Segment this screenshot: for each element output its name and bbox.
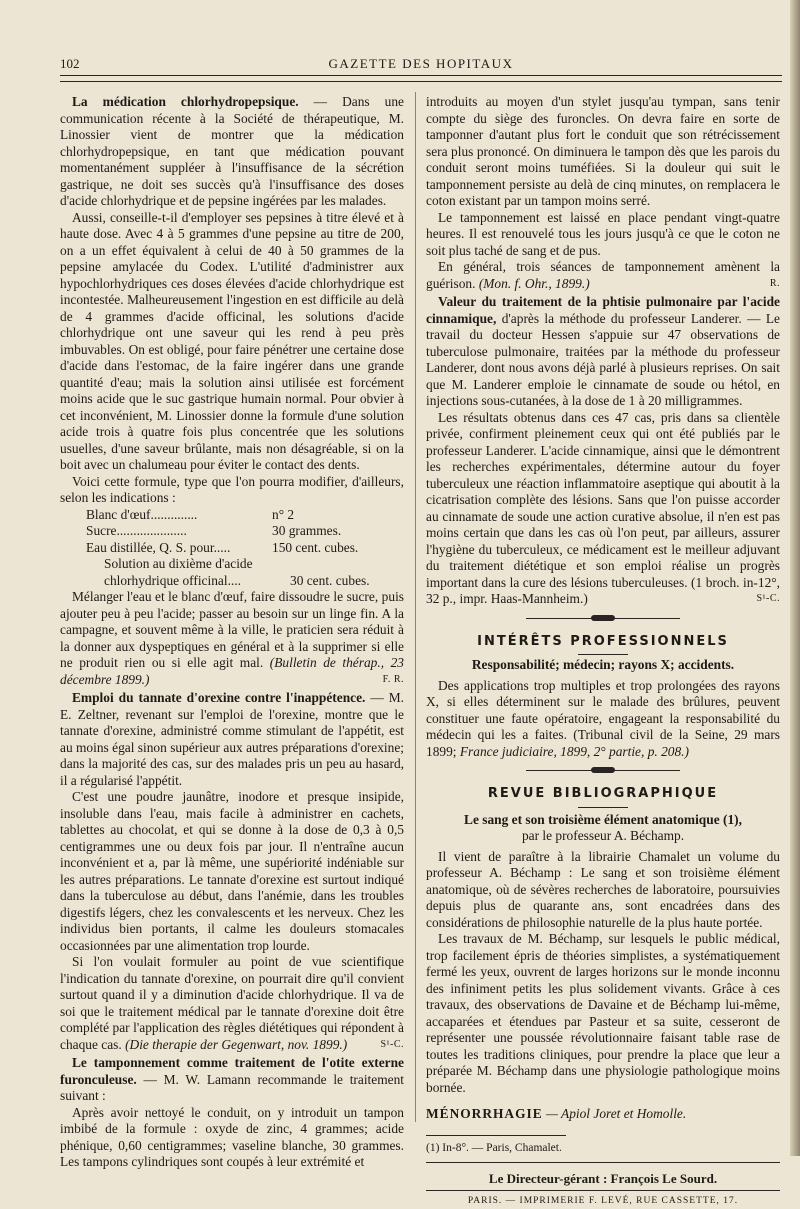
advertisement-text: — Apiol Joret et Homolle. xyxy=(543,1106,687,1121)
formula-label: Sucre..................... xyxy=(86,523,272,540)
citation: (Die therapie der Gegenwart, nov. 1899.) xyxy=(125,1037,347,1052)
book-author: par le professeur A. Béchamp. xyxy=(426,828,780,845)
formula-label: Solution au dixième d'acide xyxy=(86,556,290,573)
ornament-dot xyxy=(591,615,615,621)
journal-title: GAZETTE DES HOPITAUX xyxy=(60,56,782,72)
article-title: Emploi du tannate d'orexine contre l'inappétence. xyxy=(72,690,365,705)
advertisement-keyword: MÉNORRHAGIE xyxy=(426,1106,543,1121)
paragraph: — M. E. Zeltner, revenant sur l'emploi de l'orexine, montre que le tannate d'orexine, administré comme stimulant de l'appétit, est au moins égal sinon supérieur aux autres préparations d'orexine; dans la majorité des cas, sur des malades pris un peu au hasard, il a régularisé l'appétit. xyxy=(60,690,404,788)
paragraph-text: En général, trois séances de tamponnement amènent la guérison. xyxy=(426,259,780,291)
article-title: Le tamponnement comme traitement de l'otite externe furonculeuse. xyxy=(60,1055,404,1087)
formula-label: Blanc d'œuf.............. xyxy=(86,507,272,524)
author-signature: S¹-C. xyxy=(744,591,780,608)
paragraph-text: Si l'on voulait formuler au point de vue scientifique l'indication du tannate d'orexine, on pourrait dire qu'il convient surtout quand il y a diminution d'acide chlorhydrique. Il va de soi que le traitement médical par le tannate d'orexine doit être complété par l'application des règles diététiques qui répondent à chaque cas. xyxy=(60,954,404,1052)
advertisement-line xyxy=(426,1106,780,1123)
formula-row xyxy=(86,556,404,573)
paragraph-text: Les résultats obtenus dans ces 47 cas, pris dans sa clientèle privée, confirment pleinement ceux qui ont été publiés par le professeur Landerer. L'acide cinnamique, ainsi que le démontrent les recherches expérimentales, détermine autour du foyer tuberculeux une réaction inflammatoire aseptique qui aboutit à la cicatrisation complète des lésions. Sans que l'on puisse accorder au cinnamate de soude une action curative absolue, il n'en est pas moins certain que dans les cas où l'on peut, par ailleurs, assurer l'hygiène du tuberculeux, ce médicament est le meilleur adjuvant du traitement diététique et son emploi réalise un progrès important dans la cure des lésions tuberculeuses. (1 broch. in-12°, 32 p., impr. Haas-Mannheim.) xyxy=(426,410,780,607)
paragraph: Les travaux de M. Béchamp, sur lesquels le public médical, trop facilement épris de théories simplistes, a systématiquement fermé les yeux, ouvrent de larges horizons sur le monde inconnu des infiniment petits les plus solidement vivants. Grâce à ces travaux, des observations de Davaine et de Béchamp lui-même, accaparées et étendues par Pasteur et sa suite, cesseront de représenter une poussée révolutionnaire faisant table rase de toutes les traditions cliniques, pour prendre la place que leur a préparée M. Béchamp dans une physiologie pathologique moins bornée. xyxy=(426,931,780,1096)
author-signature: S¹-C. xyxy=(368,1037,404,1054)
paragraph: — Dans une communication récente à la Société de thérapeutique, M. Linossier vient de montrer que la médication chlorhydropepsique, en tant que médication pouvant momentanément suppléer à l'insuffisance de la sécrétion gastrique, ne doit ses succès qu'à l'insuffisance des doses d'acide chlorhydrique et de pepsine ingérées par les malades. xyxy=(60,94,404,208)
paragraph xyxy=(60,954,404,1053)
paragraph-text: Mélanger l'eau et le blanc d'œuf, faire dissoudre le sucre, puis ajouter peu à peu l'acide; passer au besoin sur un linge fin. A la campagne, et souvent même à la ville, le praticien sera réduit à la donner aux dyspeptiques en général et à la supprimer si elle ne produit rien ou si elle agit mal. xyxy=(60,589,404,670)
paragraph-text: Des applications trop multiples et trop prolongées des rayons X, si elles déterminent sur le malade des brûlures, peuvent constituer une faute opératoire, engageant la responsabilité du médecin qui les a faites. (Tribunal civil de la Seine, 29 mars 1899; xyxy=(426,678,780,759)
article-chlorhydropepsique xyxy=(60,94,404,210)
article-title: Valeur du traitement de la phtisie pulmonaire par l'acide cinnamique, xyxy=(426,294,780,326)
footnote: (1) In-8°. — Paris, Chamalet. xyxy=(426,1140,780,1157)
formula-value: 150 cent. cubes. xyxy=(272,540,404,557)
formula-row xyxy=(86,507,404,524)
paragraph: Voici cette formule, type que l'on pourra modifier, d'ailleurs, selon les indications : xyxy=(60,474,404,507)
column-divider xyxy=(415,92,416,1122)
formula-label: Eau distillée, Q. S. pour..... xyxy=(86,540,272,557)
paragraph xyxy=(60,589,404,688)
citation: (Bulletin de thérap., 23 décembre 1899.) xyxy=(60,655,404,687)
section-ornament xyxy=(426,614,780,624)
paragraph: d'après la méthode du professeur Landerer. — Le travail du docteur Hessen s'appuie sur 47 observations de tuberculose pulmonaire, traitées par la méthode du professeur Landerer, dont nous avons déjà parlé à plusieurs reprises. On sait que M. Landerer emploie le cinnamate de soude ou hétol, en injections sous-cutanées, à la dose de 1 à 20 milligrammes. xyxy=(426,311,780,409)
footer-rule xyxy=(426,1190,780,1191)
page-edge xyxy=(790,0,800,1156)
paragraph xyxy=(426,259,780,292)
director-credit: Le Directeur-gérant : François Le Sourd. xyxy=(426,1171,780,1188)
right-column xyxy=(426,94,780,1209)
section-ornament xyxy=(426,766,780,776)
citation: France judiciaire, 1899, 2° partie, p. 208.) xyxy=(460,744,689,759)
paragraph: Après avoir nettoyé le conduit, on y introduit un tampon imbibé de la formule : oxyde de zinc, 4 grammes; acide phénique, 0,60 centigrammes; vaseline blanche, 30 grammes. Les tampons cylindriques sont coupés à leur extrémité et xyxy=(60,1105,404,1171)
page-number: 102 xyxy=(60,56,80,72)
header-rule-double xyxy=(60,81,782,82)
header-rule xyxy=(60,75,782,76)
page-header xyxy=(60,56,782,76)
paragraph: C'est une poudre jaunâtre, inodore et presque insipide, insoluble dans l'eau, mais facile à administrer en cachets, tablettes au chocolat, et qui se donne à la dose de 0,3 à 0,5 centigrammes une ou deux fois par jour. Il n'entraîne aucun inconvénient et a, par là même, une supériorité indéniable sur les autres préparations. Le tannate d'orexine est surtout indiqué dans la tuberculose au début, dans l'anémie, dans les troubles digestifs légers, chez les convalescents et les nerveux. Chez les individus bien portants, il calme les douleurs stomacales occasionnées par une alimentation trop lourde. xyxy=(60,789,404,954)
article-tamponnement xyxy=(60,1055,404,1105)
left-column xyxy=(60,94,404,1171)
paragraph: — M. W. Lamann recommande le traitement suivant : xyxy=(60,1072,404,1104)
author-signature: F. R. xyxy=(371,672,404,689)
footer-rule xyxy=(426,1162,780,1163)
short-rule xyxy=(578,654,628,655)
printer-credit: PARIS. — IMPRIMERIE F. LEVÉ, RUE CASSETTE, 17. xyxy=(426,1193,780,1209)
formula-value: 30 cent. cubes. xyxy=(290,573,404,590)
formula-row xyxy=(86,573,404,590)
formula-row xyxy=(86,540,404,557)
article-phtisie-cinnamique xyxy=(426,294,780,410)
paragraph: introduits au moyen d'un stylet jusqu'au tympan, sans tenir compte du siège des furoncles. On devra faire en sorte de tamponner d'autant plus fort le conduit que son rétrécissement sera plus prononcé. On diminuera le tampon dès que les parois du conduit seront moins tuméfiées. Si la douleur qui suit le tamponnement persiste au delà de cinq minutes, on remplacera le coton existant par un tampon moins serré. xyxy=(426,94,780,210)
formula-row xyxy=(86,523,404,540)
paragraph: Le tamponnement est laissé en place pendant vingt-quatre heures. Il est renouvelé tous les jours jusqu'à ce que le coton ne soit plus taché de sang et de pus. xyxy=(426,210,780,260)
formula-value xyxy=(290,556,404,573)
section-heading: REVUE BIBLIOGRAPHIQUE xyxy=(426,786,780,803)
formula-value: 30 grammes. xyxy=(272,523,404,540)
formula-label: chlorhydrique officinal.... xyxy=(86,573,290,590)
short-rule xyxy=(578,807,628,808)
author-signature: R. xyxy=(758,276,780,293)
article-tannate-orexine xyxy=(60,690,404,789)
footnote-rule xyxy=(426,1135,566,1136)
section-subheading: Responsabilité; médecin; rayons X; accidents. xyxy=(426,657,780,674)
book-title: Le sang et son troisième élément anatomique (1), xyxy=(426,812,780,829)
paragraph: Il vient de paraître à la librairie Chamalet un volume du professeur A. Béchamp : Le sang et son troisième élément anatomique, où de sévères recherches de laboratoire, poursuivies depuis plus de quarante ans, sont encadrées dans des considérations de philosophie naturelle de la plus haute portée. xyxy=(426,849,780,932)
citation: (Mon. f. Ohr., 1899.) xyxy=(479,276,590,291)
formula-value: n° 2 xyxy=(272,507,404,524)
formula-table xyxy=(86,507,404,590)
article-title: La médication chlorhydropepsique. xyxy=(72,94,299,109)
ornament-dot xyxy=(591,767,615,773)
section-heading: INTÉRÊTS PROFESSIONNELS xyxy=(426,634,780,651)
paragraph xyxy=(426,410,780,608)
paragraph xyxy=(426,678,780,761)
paragraph: Aussi, conseille-t-il d'employer ses pepsines à titre élevé et à haute dose. Avec 4 à 5 grammes d'une pepsine au titre de 200, on a un effet équivalent à celui de 40 à 50 grammes de la pepsine amylacée du Codex. L'utilité d'administrer aux hypochlorhydriques ces doses élevées d'acide chlorhydrique est incontestée. Malheureusement l'ingestion en est difficile au delà de 4 grammes d'acide officinal, les solutions d'acide chlorhydrique ont une saveur qui les rend à peu près imbuvables. On est obligé, pour faire pénétrer une certaine dose d'acide dans l'estomac, de la faire ingérer dans une grande quantité d'eau; mais la solution ainsi utilisée est forcément moins acide que le suc gastrique humain normal. Pour obvier à cet inconvénient, M. Linossier donne la formule d'une solution acide trois à quatre fois plus concentrée que les solutions usuelles, d'une saveur brûlante, mais non désagréable, si on la boit avec un chalumeau pour éviter le contact des dents. xyxy=(60,210,404,474)
